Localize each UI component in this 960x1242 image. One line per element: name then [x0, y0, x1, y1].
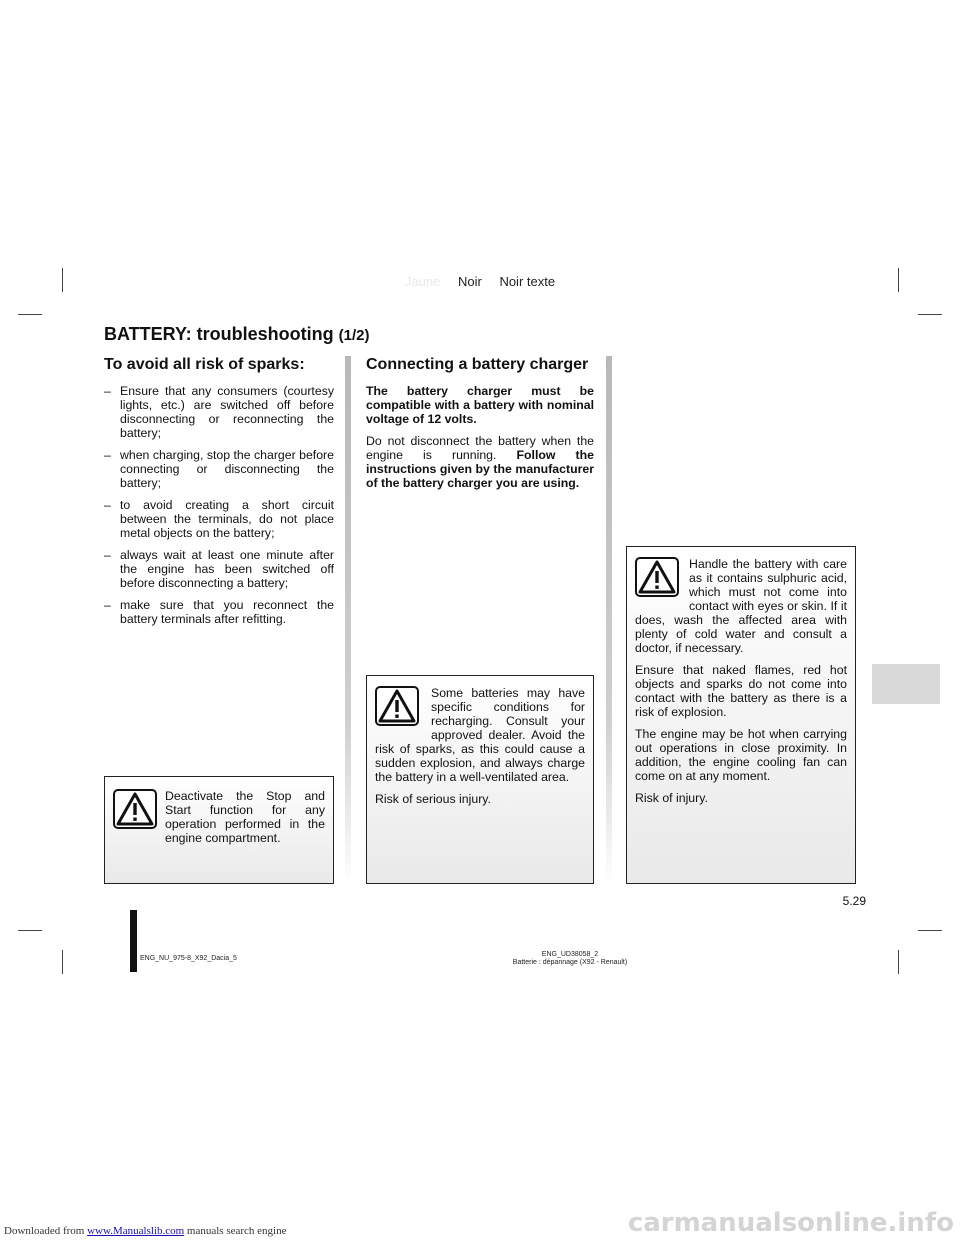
crop-mark	[918, 930, 942, 931]
watermark-logo: carmanualsonline.info	[627, 1208, 954, 1238]
download-banner: Downloaded from www.Manualslib.com manuals search engine	[4, 1225, 287, 1237]
warning-box-stop-start	[104, 776, 334, 884]
sparks-list	[104, 384, 334, 626]
crop-mark	[18, 314, 42, 315]
warning-injury-risk: Risk of injury.	[635, 791, 708, 805]
list-item: – Ensure that any consumers (courtesy lights, etc.) are switched off before disconnecting or reconnecting the battery;	[104, 384, 334, 440]
charger-instructions-text: Do not disconnect the battery when the engine is running. Follow the instructions given by the manufacturer of the battery charger you are using.	[366, 434, 595, 490]
list-item: – when charging, stop the charger before connecting or disconnecting the battery;	[104, 448, 334, 490]
color-label-noir-texte: Noir texte	[499, 274, 556, 289]
manualslib-link[interactable]: www.Manualslib.com	[87, 1225, 185, 1237]
column-separator	[345, 356, 351, 884]
crop-mark	[62, 950, 63, 974]
warning-flames-text: Ensure that naked flames, red hot objects and sparks do not come into contact with the battery as there is a risk of explosion.	[635, 663, 847, 719]
list-item: – to avoid creating a short circuit between the terminals, do not place metal objects on the battery;	[104, 498, 334, 540]
warning-recharging-risk: Risk of serious injury.	[375, 792, 491, 806]
footer-section-ref: ENG_UD38058_2 Batterie : dépannage (X92 - Renault)	[512, 951, 628, 966]
page-title	[104, 324, 370, 345]
print-color-bar	[0, 274, 960, 289]
charger-heading: Connecting a battery charger	[366, 356, 589, 373]
crop-mark	[918, 314, 942, 315]
warning-triangle-icon	[635, 557, 679, 597]
warning-triangle-icon	[375, 686, 419, 726]
color-label-noir: Noir	[457, 274, 482, 289]
list-item: – always wait at least one minute after the engine has been switched off before disconnecting a battery;	[104, 548, 334, 590]
warning-triangle-icon	[113, 789, 157, 829]
page-number: 5.29	[842, 894, 866, 908]
list-item: – make sure that you reconnect the battery terminals after refitting.	[104, 598, 334, 626]
column-separator	[606, 356, 612, 884]
warning-acid-text: Handle the battery with care as it contains sulphuric acid, which must not come into contact with eyes or skin. If it does, wash the affected area with plenty of cold water and consult a doctor, if necessary.	[635, 557, 847, 655]
left-column	[104, 356, 334, 634]
chapter-tab	[872, 664, 940, 704]
crop-mark	[18, 930, 42, 931]
page-title-sub: (1/2)	[338, 327, 370, 344]
crop-mark	[898, 950, 899, 974]
warning-engine-hot-text: The engine may be hot when carrying out operations in close proximity. In addition, the engine cooling fan can come on at any moment.	[635, 727, 847, 783]
color-label-jaune: Jaune	[404, 274, 441, 289]
warning-box-acid	[626, 546, 856, 884]
page-title-main: BATTERY: troubleshooting	[104, 324, 334, 344]
margin-bar	[130, 910, 137, 972]
sparks-heading: To avoid all risk of sparks:	[104, 356, 305, 373]
warning-recharging-text: Some batteries may have specific conditions for recharging. Consult your approved dealer. Avoid the risk of sparks, as this could cause a sudden explosion, and always charge the battery in a well-ventilated area.	[375, 686, 585, 784]
warning-stop-start-text: Deactivate the Stop and Start function for any operation performed in the engine compartment.	[165, 789, 325, 845]
charger-compatibility-text: The battery charger must be compatible with a battery with nominal voltage of 12 volts.	[366, 384, 594, 426]
footer-doc-code: ENG_NU_975-8_X92_Dacia_5	[140, 955, 237, 962]
middle-column	[366, 356, 594, 498]
warning-box-recharging	[366, 675, 594, 884]
